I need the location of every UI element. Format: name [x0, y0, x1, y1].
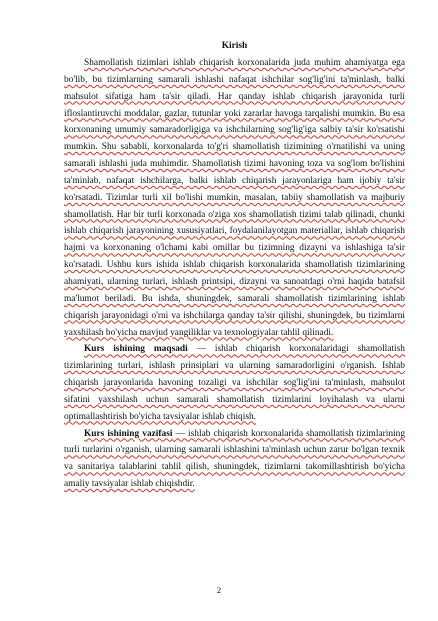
document-page	[64, 38, 405, 493]
goal-paragraph-text: — ishlab chiqarish korxonalaridagi shamollatish tizimlarining turlari, ishlash prinsiplari va ularning samaradorligini o'rganish. Ishlab chiqarish jarayonlarida havoning tozaligi va ishchilar sog'lig'ini ta'minlash, mahsulot sifatini yaxshilash uchun samarali shamollatish tizimlarini loyihalash va ularni optimallashtirish bo'yicha tavsiyalar ishlab chiqish.	[64, 344, 405, 422]
intro-paragraph-text: Shamollatish tizimlari ishlab chiqarish korxonalarida juda muhim ahamiyatga ega bo'lib, bu tizimlarning samarali ishlashi nafaqat ishchilar sog'lig'ini ta'minlash, balki mahsulot sifatiga ham ta'sir qiladi. Har qanday ishlab chiqarish jarayonida turli ifloslantiruvchi moddalar, gazlar, tutunlar yoki zararlar havoga tarqalishi mumkin. Bu esa korxonaning umumiy samaradorligiga va ishchilarning sog'lig'iga salbiy ta'sir ko'rsatishi mumkin. Shu sababli, korxonalarda to'g'ri shamollatish tizimining o'rnatilishi va uning samarali ishlashi juda muhimdir. Shamollatish tizimi havoning toza va sog'lom bo'lishini ta'minlab, nafaqat ishchilarga, balki ishlab chiqarish jarayonlariga ham ijobiy ta'sir ko'rsatadi. Tizimlar turli xil bo'lishi mumkin, masalan, tabiiy shamollatish va majburiy shamollatish. Har bir turli korxonada o'ziga xos shamollatish tizimi talab qilinadi, chunki ishlab chiqarish jarayonining xususiyatlari, foydalanilayotgan materiallar, ishlab chiqarish hajmi va korxonaning o'lchami kabi omillar bu tizimning dizayni va ishlashiga ta'sir ko'rsatadi. Ushbu kurs ishida ishlab chiqarish korxonalarida shamollatish tizimlarining ahamiyati, ularning turlari, ishlash printsipi, dizayni va sanoatdagi o'rni haqida batafsil ma'lumot beriladi. Bu ishda, shuningdek, samarali shamollatish tizimlarining ishlab chiqarish jarayonidagi o'rni va ishchilarga qanday ta'sir qilishi, shuningdek, bu tizimlarni yaxshilash bo'yicha mavjud yangiliklar va texnologiyalar tahlil qilinadi.	[64, 58, 405, 338]
goal-paragraph	[64, 341, 405, 425]
task-paragraph-text: — ishlab chiqarish korxonalarida shamollatish tizimlarining turli turlarini o'rganish, ularning samarali ishlashini ta'minlash uchun zarur bo'lgan texnik va sanitariya talablarini tahlil qilish, shuningdek, tizimlarni takomillashtirish bo'yicha amaliy tavsiyalar ishlab chiqishdir.	[64, 428, 406, 490]
page-number: 2	[216, 585, 222, 595]
document-title: Kirish	[221, 41, 248, 51]
goal-paragraph-lead: Kurs ishining maqsadi	[84, 344, 188, 355]
task-paragraph-lead: Kurs ishining vazifasi	[84, 428, 173, 439]
task-paragraph	[64, 426, 405, 493]
intro-paragraph	[64, 55, 405, 341]
